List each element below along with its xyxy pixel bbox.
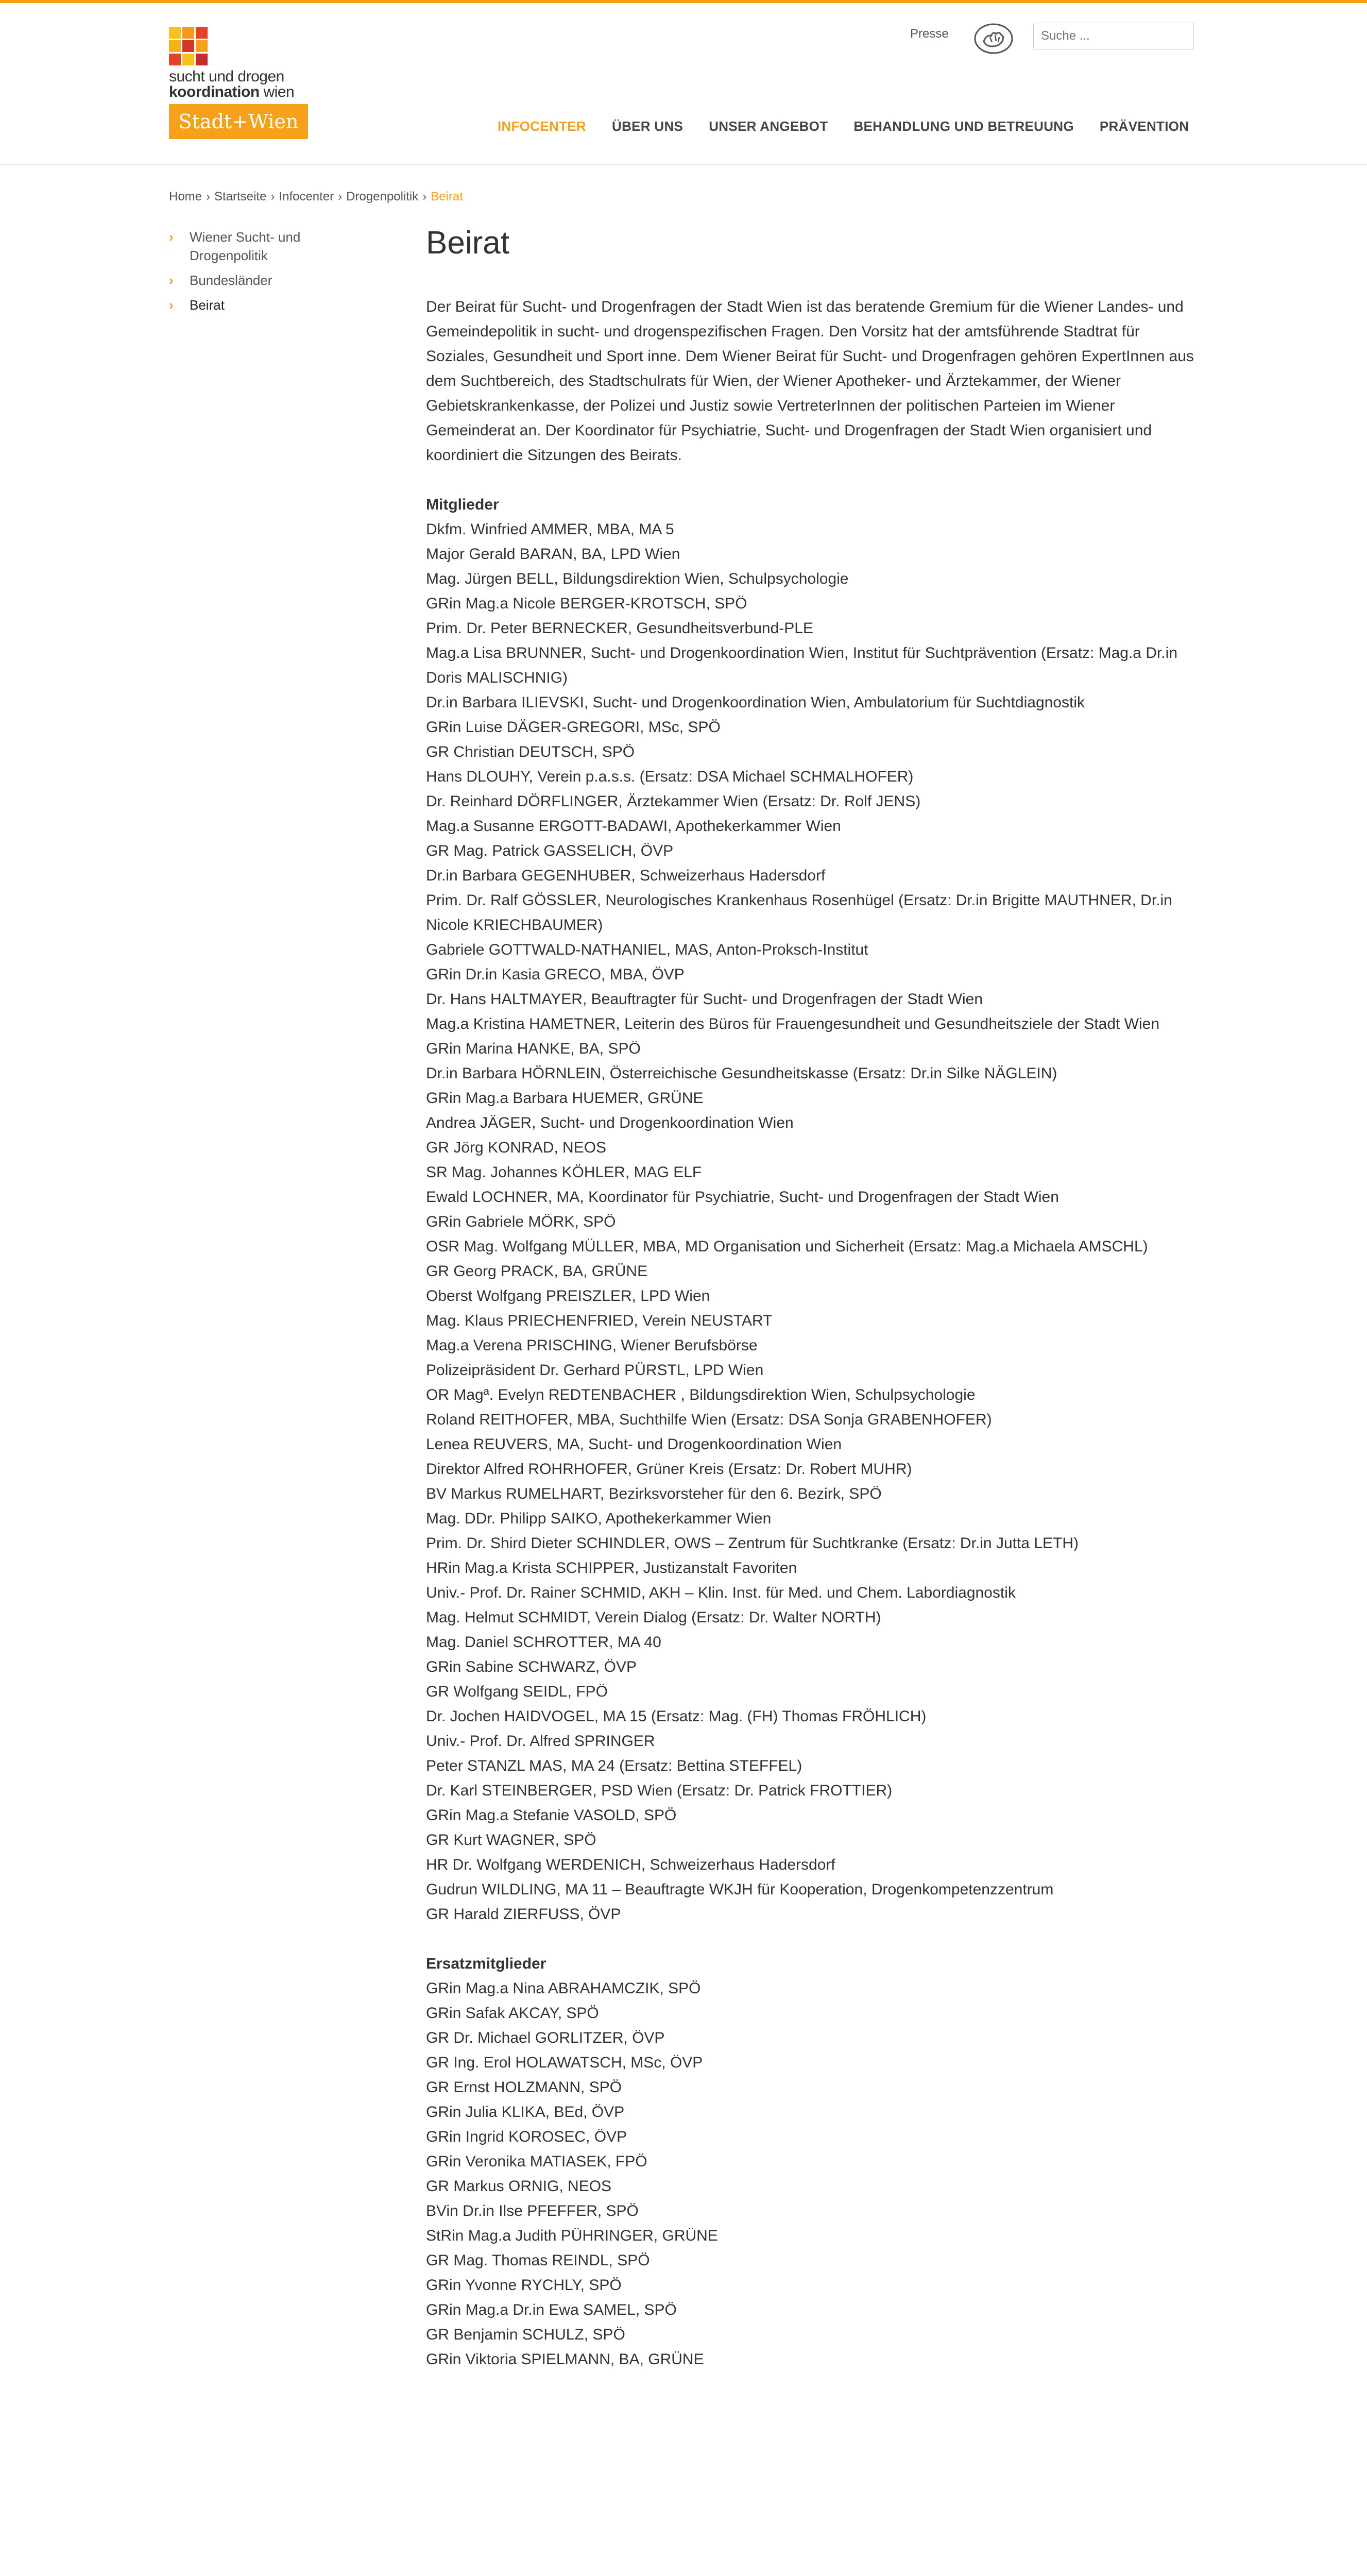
member-list-item: Direktor Alfred ROHRHOFER, Grüner Kreis (Ersatz: Dr. Robert MUHR) [426, 1461, 912, 1478]
breadcrumb-separator: › [422, 190, 427, 204]
breadcrumb-separator: › [206, 190, 211, 204]
member-list-item: Major Gerald BARAN, BA, LPD Wien [426, 546, 680, 563]
member-list-item: Mag. Helmut SCHMIDT, Verein Dialog (Ersatz: Dr. Walter NORTH) [426, 1609, 881, 1626]
member-list-item: Univ.- Prof. Dr. Rainer SCHMID, AKH – Klin. Inst. für Med. und Chem. Labordiagnostik [426, 1584, 1016, 1601]
nav-praevention[interactable]: PRÄVENTION [1099, 118, 1189, 134]
sidebar-item-label: Beirat [190, 297, 225, 313]
sidebar-item-bundeslaender[interactable] [169, 271, 339, 290]
substitute-list-item: GR Mag. Thomas REINDL, SPÖ [426, 2252, 650, 2269]
sidebar-item-label: Wiener Sucht- und Drogenpolitik [190, 229, 301, 263]
member-list-item: GRin Dr.in Kasia GRECO, MBA, ÖVP [426, 966, 685, 983]
member-list-item: Prim. Dr. Peter BERNECKER, Gesundheitsverbund-PLE [426, 620, 813, 637]
member-list-item: Lenea REUVERS, MA, Sucht- und Drogenkoordination Wien [426, 1436, 842, 1453]
members-list [426, 517, 1199, 1927]
nav-behandlung-und-betreuung[interactable]: BEHANDLUNG UND BETREUUNG [853, 118, 1074, 134]
member-list-item: GR Kurt WAGNER, SPÖ [426, 1832, 596, 1849]
substitute-list-item: GR Ing. Erol HOLAWATSCH, MSc, ÖVP [426, 2054, 703, 2071]
member-list-item: OR Magª. Evelyn REDTENBACHER , Bildungsdirektion Wien, Schulpsychologie [426, 1386, 976, 1403]
member-list-item: GR Jörg KONRAD, NEOS [426, 1139, 607, 1156]
member-list-item: HRin Mag.a Krista SCHIPPER, Justizanstalt Favoriten [426, 1560, 797, 1577]
member-list-item: Dr.in Barbara HÖRNLEIN, Österreichische Gesundheitskasse (Ersatz: Dr.in Silke NÄGLEIN) [426, 1065, 1057, 1082]
breadcrumb-separator: › [270, 190, 275, 204]
member-list-item: Oberst Wolfgang PREISZLER, LPD Wien [426, 1287, 710, 1304]
substitute-list-item: StRin Mag.a Judith PÜHRINGER, GRÜNE [426, 2227, 718, 2244]
sign-language-icon[interactable] [973, 23, 1014, 55]
substitute-list-item: GR Markus ORNIG, NEOS [426, 2178, 612, 2195]
main-content [426, 225, 1199, 2397]
chevron-right-icon: › [169, 273, 174, 288]
member-list-item: Polizeipräsident Dr. Gerhard PÜRSTL, LPD Wien [426, 1362, 764, 1379]
member-list-item: GRin Mag.a Barbara HUEMER, GRÜNE [426, 1090, 704, 1107]
logo-mark [169, 27, 210, 66]
sidebar-item-wiener-sucht-und-drogenpolitik[interactable] [169, 228, 339, 265]
substitutes-heading: Ersatzmitglieder [426, 1955, 546, 1972]
member-list-item: GR Georg PRACK, BA, GRÜNE [426, 1263, 648, 1280]
member-list-item: Mag.a Kristina HAMETNER, Leiterin des Büros für Frauengesundheit und Gesundheitsziele der Stadt Wien [426, 1015, 1160, 1032]
member-list-item: Dr.in Barbara GEGENHUBER, Schweizerhaus Hadersdorf [426, 867, 826, 884]
member-list-item: Hans DLOUHY, Verein p.a.s.s. (Ersatz: DSA Michael SCHMALHOFER) [426, 768, 914, 785]
member-list-item: OSR Mag. Wolfgang MÜLLER, MBA, MD Organisation und Sicherheit (Ersatz: Mag.a Michaela AMSCHL) [426, 1238, 1148, 1255]
substitute-list-item: GRin Ingrid KOROSEC, ÖVP [426, 2128, 627, 2145]
member-list-item: HR Dr. Wolfgang WERDENICH, Schweizerhaus Hadersdorf [426, 1856, 835, 1873]
member-list-item: GRin Mag.a Nicole BERGER-KROTSCH, SPÖ [426, 595, 747, 612]
chevron-right-icon: › [169, 297, 174, 313]
page-title: Beirat [426, 225, 509, 261]
section-sidebar [169, 228, 339, 320]
site-logo[interactable] [169, 27, 313, 139]
member-list-item: GR Harald ZIERFUSS, ÖVP [426, 1906, 621, 1923]
substitute-list-item: GR Ernst HOLZMANN, SPÖ [426, 2079, 622, 2096]
member-list-item: Mag.a Susanne ERGOTT-BADAWI, Apothekerkammer Wien [426, 818, 841, 835]
member-list-item: BV Markus RUMELHART, Bezirksvorsteher für den 6. Bezirk, SPÖ [426, 1485, 882, 1502]
substitutes-list [426, 1976, 1199, 2372]
member-list-item: Mag.a Verena PRISCHING, Wiener Berufsbörse [426, 1337, 758, 1354]
member-list-item: Mag. DDr. Philipp SAIKO, Apothekerkammer Wien [426, 1510, 772, 1527]
top-accent-bar [0, 0, 1367, 3]
member-list-item: Prim. Dr. Ralf GÖSSLER, Neurologisches Krankenhaus Rosenhügel (Ersatz: Dr.in Brigitte MAUTHNER, Dr.in Nicole KRIECHBAUMER) [426, 892, 1172, 934]
breadcrumb-current: Beirat [431, 190, 463, 204]
intro-paragraph: Der Beirat für Sucht- und Drogenfragen der Stadt Wien ist das beratende Gremium für die Wiener Landes- und Gemeindepolitik in sucht- und drogenspezifischen Fragen. Den Vorsitz hat der amtsführende Stadtrat für Soziales, Gesundheit und Sport inne. Dem Wiener Beirat für Sucht- und Drogenfragen gehören ExpertInnen aus dem Suchtbereich, des Stadtschulrats für Wien, der Wiener Apotheker- und Ärztekammer, der Wiener Gebietskrankenkasse, der Polizei und Justiz sowie VertreterInnen der politischen Parteien im Wiener Gemeinderat an. Der Koordinator für Psychiatrie, Sucht- und Drogenfragen der Stadt Wien organisiert und koordiniert die Sitzungen des Beirats. [426, 298, 1194, 464]
member-list-item: GR Wolfgang SEIDL, FPÖ [426, 1683, 608, 1700]
sidebar-item-beirat[interactable] [169, 296, 339, 314]
member-list-item: Mag.a Lisa BRUNNER, Sucht- und Drogenkoordination Wien, Institut für Suchtprävention (Ersatz: Mag.a Dr.in Doris MALISCHNIG) [426, 645, 1177, 686]
breadcrumb-infocenter[interactable]: Infocenter [279, 190, 334, 204]
logo-wordmark: sucht und drogen koordination wien [169, 68, 295, 100]
member-list-item: Dr.in Barbara ILIEVSKI, Sucht- und Drogenkoordination Wien, Ambulatorium für Suchtdiagnostik [426, 694, 1085, 711]
substitute-list-item: GR Benjamin SCHULZ, SPÖ [426, 2326, 625, 2343]
member-list-item: Gudrun WILDLING, MA 11 – Beauftragte WKJH für Kooperation, Drogenkompetenzzentrum [426, 1881, 1054, 1898]
member-list-item: GRin Luise DÄGER-GREGORI, MSc, SPÖ [426, 719, 721, 736]
main-navigation [498, 118, 1189, 134]
stadt-wien-logo: Stadt+Wien [169, 104, 308, 139]
members-heading: Mitglieder [426, 496, 499, 513]
member-list-item: Prim. Dr. Shird Dieter SCHINDLER, OWS – Zentrum für Suchtkranke (Ersatz: Dr.in Jutta LETH) [426, 1535, 1079, 1552]
breadcrumb-home[interactable]: Home [169, 190, 202, 204]
substitute-list-item: GRin Mag.a Dr.in Ewa SAMEL, SPÖ [426, 2301, 677, 2318]
member-list-item: GRin Marina HANKE, BA, SPÖ [426, 1040, 641, 1057]
search-input[interactable] [1033, 23, 1194, 49]
substitute-list-item: GRin Julia KLIKA, BEd, ÖVP [426, 2104, 625, 2121]
member-list-item: Mag. Klaus PRIECHENFRIED, Verein NEUSTART [426, 1312, 773, 1329]
member-list-item: Mag. Jürgen BELL, Bildungsdirektion Wien, Schulpsychologie [426, 570, 849, 587]
member-list-item: Andrea JÄGER, Sucht- und Drogenkoordination Wien [426, 1114, 794, 1131]
member-list-item: Dr. Reinhard DÖRFLINGER, Ärztekammer Wien (Ersatz: Dr. Rolf JENS) [426, 793, 921, 810]
member-list-item: Dr. Karl STEINBERGER, PSD Wien (Ersatz: Dr. Patrick FROTTIER) [426, 1782, 893, 1799]
member-list-item: SR Mag. Johannes KÖHLER, MAG ELF [426, 1164, 702, 1181]
member-list-item: Univ.- Prof. Dr. Alfred SPRINGER [426, 1733, 655, 1750]
nav-infocenter[interactable]: INFOCENTER [498, 118, 586, 134]
nav-ueber-uns[interactable]: ÜBER UNS [612, 118, 684, 134]
member-list-item: Peter STANZL MAS, MA 24 (Ersatz: Bettina STEFFEL) [426, 1757, 802, 1774]
substitute-list-item: GRin Yvonne RYCHLY, SPÖ [426, 2277, 622, 2294]
substitute-list-item: GR Dr. Michael GORLITZER, ÖVP [426, 2029, 665, 2046]
substitute-list-item: GRin Veronika MATIASEK, FPÖ [426, 2153, 647, 2170]
substitute-list-item: BVin Dr.in Ilse PFEFFER, SPÖ [426, 2202, 639, 2219]
chevron-right-icon: › [169, 229, 174, 245]
breadcrumb-separator: › [338, 190, 343, 204]
sidebar-item-label: Bundesländer [190, 273, 272, 288]
breadcrumb-startseite[interactable]: Startseite [214, 190, 267, 204]
substitute-list-item: GRin Safak AKCAY, SPÖ [426, 2005, 599, 2022]
header-divider [0, 164, 1367, 165]
member-list-item: GRin Mag.a Stefanie VASOLD, SPÖ [426, 1807, 677, 1824]
member-list-item: Roland REITHOFER, MBA, Suchthilfe Wien (Ersatz: DSA Sonja GRABENHOFER) [426, 1411, 992, 1428]
member-list-item: Dkfm. Winfried AMMER, MBA, MA 5 [426, 521, 674, 538]
member-list-item: Gabriele GOTTWALD-NATHANIEL, MAS, Anton-Proksch-Institut [426, 941, 868, 958]
member-list-item: GR Mag. Patrick GASSELICH, ÖVP [426, 842, 674, 859]
substitute-list-item: GRin Mag.a Nina ABRAHAMCZIK, SPÖ [426, 1980, 701, 1997]
member-list-item: GR Christian DEUTSCH, SPÖ [426, 743, 635, 760]
substitute-list-item: GRin Viktoria SPIELMANN, BA, GRÜNE [426, 2351, 704, 2368]
member-list-item: GRin Gabriele MÖRK, SPÖ [426, 1213, 616, 1230]
member-list-item: GRin Sabine SCHWARZ, ÖVP [426, 1658, 637, 1675]
nav-unser-angebot[interactable]: UNSER ANGEBOT [709, 118, 828, 134]
breadcrumb [169, 190, 463, 204]
presse-link[interactable]: Presse [910, 27, 949, 41]
member-list-item: Ewald LOCHNER, MA, Koordinator für Psychiatrie, Sucht- und Drogenfragen der Stadt Wien [426, 1189, 1059, 1206]
member-list-item: Dr. Hans HALTMAYER, Beauftragter für Sucht- und Drogenfragen der Stadt Wien [426, 991, 983, 1008]
breadcrumb-drogenpolitik[interactable]: Drogenpolitik [346, 190, 419, 204]
member-list-item: Dr. Jochen HAIDVOGEL, MA 15 (Ersatz: Mag. (FH) Thomas FRÖHLICH) [426, 1708, 927, 1725]
member-list-item: Mag. Daniel SCHROTTER, MA 40 [426, 1634, 661, 1651]
